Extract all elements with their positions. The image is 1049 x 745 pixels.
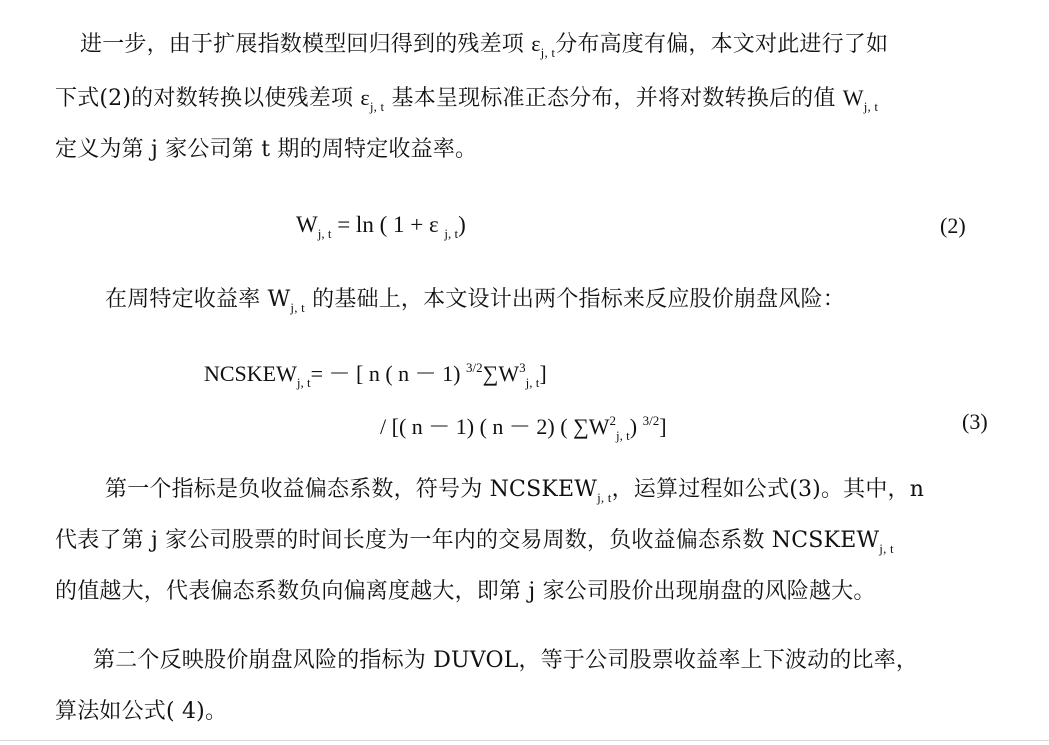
ncskew-symbol: NCSKEW bbox=[204, 361, 297, 386]
paragraph-1-line-3 bbox=[55, 136, 477, 164]
paragraph-1-line-2 bbox=[55, 84, 878, 121]
paragraph-3-line-1 bbox=[105, 476, 924, 512]
close-bracket: ] bbox=[539, 361, 547, 386]
text: 定义为第 j 家公司第 t 期的周特定收益率。 bbox=[55, 137, 478, 162]
text: 进一步，由于扩展指数模型回归得到的残差项 bbox=[80, 32, 532, 57]
subscript-jt: j, t bbox=[597, 490, 612, 505]
epsilon-symbol: ε bbox=[360, 85, 370, 110]
text: 第二个反映股价崩盘风险的指标为 DUVOL，等于公司股票收益率上下波动的比率， bbox=[93, 648, 919, 673]
sum-w: ∑W bbox=[482, 361, 520, 386]
paragraph-2 bbox=[105, 286, 845, 322]
equation-3-number: (3) bbox=[962, 409, 988, 434]
eq2-close-paren: ) bbox=[458, 212, 466, 237]
page-bottom-divider bbox=[0, 740, 1049, 741]
text: 第一个指标是负收益偏态系数，符号为 NCSKEW bbox=[105, 477, 598, 502]
w-symbol: W bbox=[842, 85, 864, 110]
epsilon-symbol: ε bbox=[531, 31, 541, 56]
subscript-jt: j, t bbox=[540, 45, 556, 60]
superscript-2: 2 bbox=[609, 413, 617, 428]
eq2-lhs: W bbox=[296, 212, 318, 237]
subscript-jt: j, t bbox=[369, 99, 385, 114]
paragraph-4-line-1 bbox=[93, 647, 918, 675]
paragraph-4-line-2 bbox=[55, 698, 227, 726]
text: 在周特定收益率 W bbox=[105, 287, 291, 312]
subscript-jt: j, t bbox=[616, 428, 630, 443]
eq3-text: / [( n － 1) ( n － 2) ( ∑W bbox=[380, 414, 610, 439]
close-bracket: ] bbox=[659, 414, 667, 439]
equation-2 bbox=[296, 210, 466, 249]
subscript-jt: j, t bbox=[444, 226, 459, 241]
subscript-jt: j, t bbox=[879, 541, 894, 556]
text: 分布高度有偏，本文对此进行了如 bbox=[555, 32, 889, 57]
subscript-jt: j, t bbox=[296, 375, 311, 390]
subscript-jt: j, t bbox=[290, 300, 305, 315]
text: ，运算过程如公式(3)。其中，n bbox=[611, 477, 925, 502]
eq3-text: = － [ n ( n － 1) bbox=[310, 361, 467, 386]
paragraph-3-line-3 bbox=[55, 578, 876, 606]
text: 下式(2)的对数转换以使残差项 bbox=[55, 86, 361, 111]
subscript-jt: j, t bbox=[525, 375, 540, 390]
subscript-jt: j, t bbox=[317, 226, 332, 241]
paragraph-3-line-2 bbox=[55, 527, 894, 563]
equation-3-line-1 bbox=[204, 353, 547, 398]
text: 代表了第 j 家公司股票的时间长度为一年内的交易周数，负收益偏态系数 NCSKEW bbox=[55, 528, 880, 553]
equation-3-line-2 bbox=[380, 406, 667, 451]
text: 的基础上，本文设计出两个指标来反应股价崩盘风险： bbox=[304, 287, 845, 312]
eq2-rhs: = ln ( 1 + ε bbox=[331, 212, 445, 237]
text: 的值越大，代表偏态系数负向偏离度越大，即第 j 家公司股价出现崩盘的风险越大。 bbox=[55, 579, 876, 604]
paragraph-1-line-1 bbox=[80, 30, 888, 67]
superscript-3: 3 bbox=[519, 360, 526, 375]
subscript-jt: j, t bbox=[863, 99, 879, 114]
equation-2-number: (2) bbox=[940, 213, 966, 238]
superscript-3-2: 3/2 bbox=[466, 360, 483, 375]
superscript-3-2: 3/2 bbox=[642, 413, 660, 428]
text: 算法如公式( 4)。 bbox=[55, 699, 228, 724]
eq3-close-paren: ) bbox=[629, 414, 638, 439]
text: 基本呈现标准正态分布，并将对数转换后的值 bbox=[391, 86, 843, 111]
